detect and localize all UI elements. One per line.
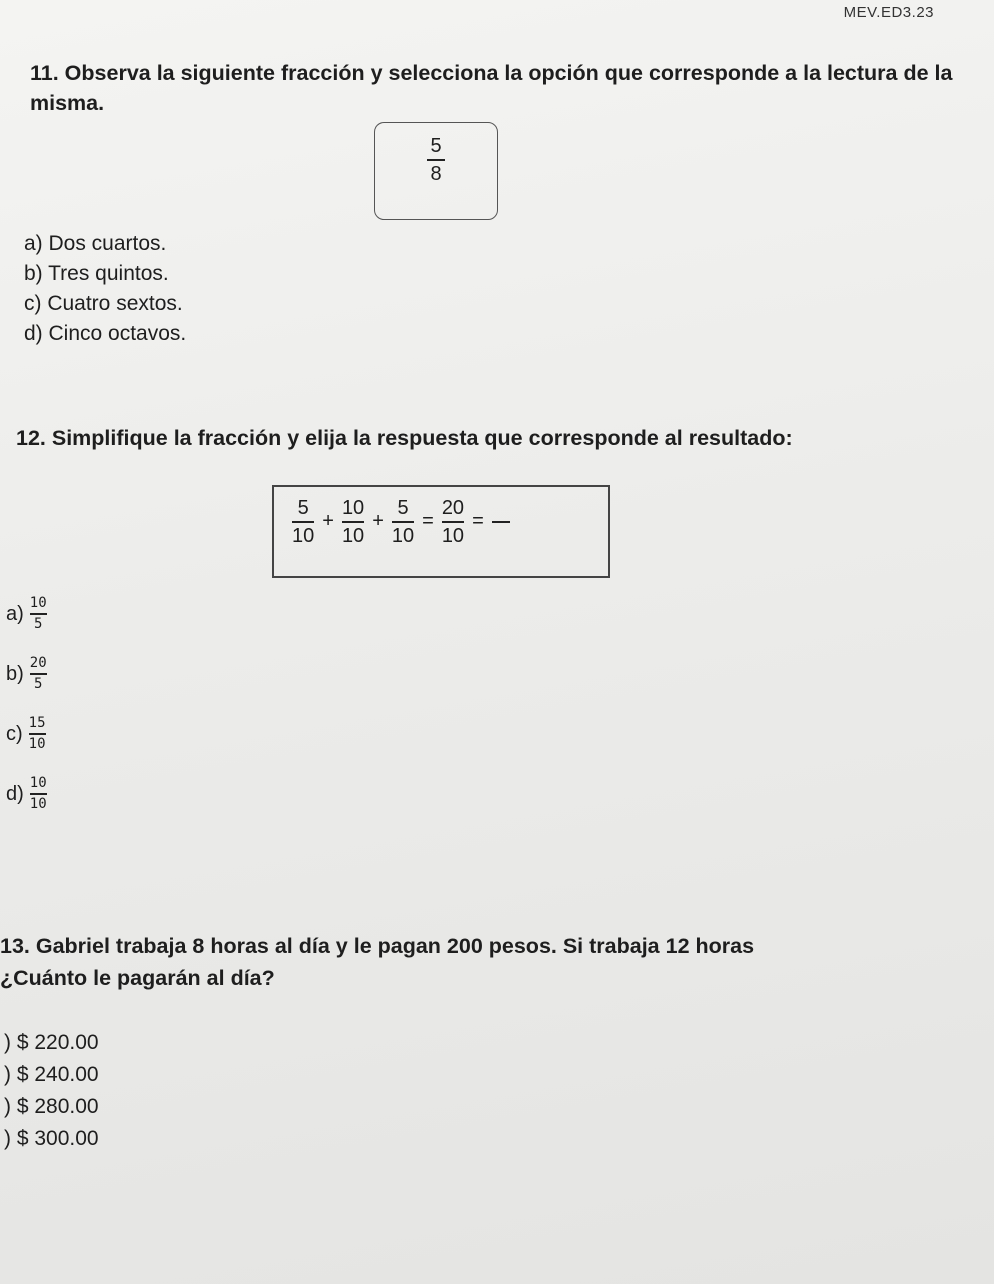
- equation: [292, 497, 510, 547]
- q11-option-c[interactable]: c) Cuatro sextos.: [24, 292, 183, 315]
- q13-option-c[interactable]: ) $ 280.00: [4, 1095, 99, 1118]
- term-1: $\frac{5}{10}$: [292, 497, 315, 547]
- q11-option-d[interactable]: d) Cinco octavos.: [24, 322, 187, 345]
- question-13-line-1: 13. Gabriel trabaja 8 horas al día y le pagan 200 pesos. Si trabaja 12 horas: [0, 934, 755, 958]
- equation-box: [272, 485, 610, 578]
- fraction-denominator: 8: [430, 162, 442, 185]
- fraction-numerator: 5: [430, 135, 442, 157]
- q12-option-c[interactable]: c) $\frac{15}{10}$: [6, 715, 46, 752]
- question-13-line-2: ¿Cuánto le pagarán al día?: [0, 966, 275, 990]
- equals-sign: =: [472, 510, 484, 533]
- term-3: $\frac{5}{10}$: [391, 497, 415, 547]
- term-2: $\frac{10}{10}$: [341, 497, 365, 547]
- question-12-text: 12. Simplifique la fracción y elija la respuesta que corresponde al resultado:: [16, 426, 793, 450]
- document-code: MEV.ED3.23: [843, 4, 934, 21]
- q13-option-a[interactable]: ) $ 220.00: [4, 1031, 99, 1054]
- q12-option-d[interactable]: d) $\frac{10}{10}$: [6, 775, 47, 812]
- plus-sign: +: [322, 510, 334, 533]
- plus-sign: +: [372, 510, 384, 533]
- fraction-five-eighths: [427, 135, 445, 185]
- q13-option-b[interactable]: ) $ 240.00: [4, 1063, 99, 1086]
- fraction-box: [374, 122, 498, 220]
- q11-option-b[interactable]: b) Tres quintos.: [24, 262, 169, 285]
- equals-sign: =: [422, 510, 434, 533]
- q13-option-d[interactable]: ) $ 300.00: [4, 1127, 99, 1150]
- q12-option-b[interactable]: b) $\frac{20}{5}$: [6, 655, 47, 692]
- answer-blank: [492, 521, 510, 523]
- sum-term: $\frac{20}{10}$: [441, 497, 465, 547]
- q12-option-a[interactable]: a) $\frac{10}{5}$: [6, 595, 47, 632]
- question-11-text: 11. Observa la siguiente fracción y selecciona la opción que corresponde a la lectura de la misma.: [30, 61, 953, 115]
- q11-option-a[interactable]: a) Dos cuartos.: [24, 232, 167, 255]
